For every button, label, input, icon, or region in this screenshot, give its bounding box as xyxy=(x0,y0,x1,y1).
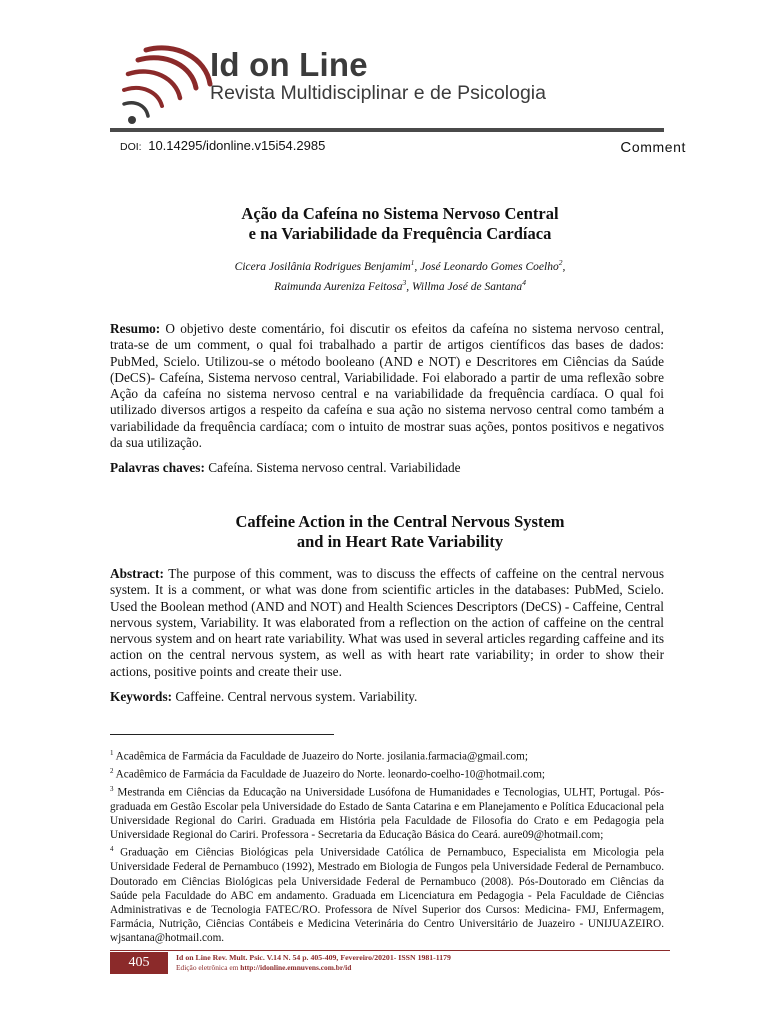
author-2-affiliation: 2 xyxy=(558,258,563,267)
footnote-2-text: Acadêmico de Farmácia da Faculdade de Juazeiro do Norte. leonardo-coelho-10@hotmail.com; xyxy=(113,768,546,781)
footnote-3-number: 3 xyxy=(110,784,114,793)
footnote-3-text: Mestranda em Ciências da Educação na Universidade Lusófona de Humanidades e Tecnologias, ULHT, Portugal. Pós-graduada em Gestão Escolar pela Universidade do Estado de Santa Catarina e em Planejamento e Política Educacional pela Universidade Regional do Cariri. Graduada em História pela Faculdade de Filosofia do Crato e em Pedagogia pela Universidade Regional do Cariri. Professora - Secretaria da Educação Básica do Ceará. aure09@hotmail.com; xyxy=(110,786,664,842)
footnote-3 xyxy=(110,782,664,843)
footnote-2 xyxy=(110,764,664,782)
footer-citation: Id on Line Rev. Mult. Psic. V.14 N. 54 p. 405-409, Fevereiro/20201- ISSN 1981-1179 xyxy=(176,953,451,962)
title-en-line2: and in Heart Rate Variability xyxy=(296,532,504,551)
header-rule xyxy=(110,128,664,132)
abstract-pt-label: Resumo: xyxy=(110,321,161,336)
title-pt xyxy=(110,204,690,244)
abstract-pt-text: O objetivo deste comentário, foi discutir os efeitos da cafeína no sistema nervoso central, trata-se de um comment, o qual foi trabalhado a partir de artigos científicos das bases de dados: PubMed, Scielo. Utilizou-se o método booleano (AND e NOT) e Descritores em Ciências da Saúde (DeCS)- Cafeína, Sistema nervoso central, Variabilidade. Foi elaborado a partir de uma reflexão sobre Ação da cafeína no sistema nervoso central e na variabilidade da frequência cardíaca. O qual foi utilizado diversos artigos a respeito da cafeína e sua ação no sistema nervoso central como também a variabilidade da frequência cardíaca; com o intuito de mostrar suas ações, pontos positivos e negativos da sua utilização. xyxy=(110,321,664,451)
footnote-2-number: 2 xyxy=(110,766,114,775)
author-1: Cicera Josilânia Rodrigues Benjamim xyxy=(234,260,411,273)
author-3: Raimunda Aureniza Feitosa xyxy=(274,280,403,293)
footnote-1-text: Acadêmica de Farmácia da Faculdade de Juazeiro do Norte. josilania.farmacia@gmail.com; xyxy=(113,750,528,763)
title-pt-line2: e na Variabilidade da Frequência Cardíaca xyxy=(248,224,552,243)
author-2: José Leonardo Gomes Coelho xyxy=(420,260,559,273)
abstract-en xyxy=(110,566,664,680)
footer-rule xyxy=(110,950,670,951)
keywords-en xyxy=(110,689,664,705)
footnote-rule xyxy=(110,734,334,735)
footnote-1-number: 1 xyxy=(110,749,114,757)
section-type-initial: C xyxy=(620,139,632,156)
keywords-en-label: Keywords: xyxy=(110,689,173,704)
footer-edition-link[interactable]: http://idonline.emnuvens.com.br/id xyxy=(240,963,352,972)
footer-edition xyxy=(176,963,351,972)
journal-subtitle: Revista Multidisciplinar e de Psicologia xyxy=(210,82,546,104)
keywords-pt-text: Cafeína. Sistema nervoso central. Variabilidade xyxy=(204,460,461,475)
author-1-affiliation: 1 xyxy=(410,258,415,267)
journal-name: Id on Line xyxy=(210,46,368,83)
authors xyxy=(110,255,690,295)
footer-edition-prefix: Edição eletrônica em xyxy=(176,963,241,972)
keywords-pt-label: Palavras chaves: xyxy=(110,460,205,475)
section-type-rest: omment xyxy=(631,139,686,155)
footnote-4 xyxy=(110,842,664,945)
journal-logo-icon xyxy=(118,44,214,130)
doi-link[interactable]: 10.14295/idonline.v15i54.2985 xyxy=(148,138,326,153)
author-4-affiliation: 4 xyxy=(522,277,526,287)
title-en-line1: Caffeine Action in the Central Nervous System xyxy=(235,512,565,531)
author-3-affiliation: 3 xyxy=(402,277,407,287)
abstract-pt xyxy=(110,321,664,451)
footnote-1 xyxy=(110,746,664,764)
abstract-en-label: Abstract: xyxy=(110,566,164,581)
title-pt-line1: Ação da Cafeína no Sistema Nervoso Central xyxy=(241,204,559,223)
keywords-en-text: Caffeine. Central nervous system. Variability. xyxy=(172,689,418,704)
page-number: 405 xyxy=(110,952,168,974)
footnote-4-number: 4 xyxy=(110,845,114,854)
author-sep: , xyxy=(406,280,412,293)
author-sep: , xyxy=(414,260,421,273)
footnotes xyxy=(110,746,664,946)
footnote-4-text: Graduação em Ciências Biológicas pela Universidade Católica de Pernambuco, Especialista em Micologia pela Universidade Federal de Pernambuco (1992), Mestrado em Biologia de Fungos pela Universidade Federal de Pernambuco. Doutorado em Ciências Biológicas pela Universidade Federal de Pernambuco (2008). Pós-Doutorado em Ciências da Saúde pela Faculdade do ABC em andamento. Graduada em Licenciatura em Pedagogia - Pela Faculdade de Ciências Administrativas e de Tecnologia FATEC/RO. Professora de Nível Superior dos Cursos: Medicina- FMJ, Enfermagem, Farmácia, Nutrição, Ciências Contábeis e Medicina Veterinária do Centro Universitário de Juazeiro - UNIJUAZEIRO. wjsantana@hotmail.com. xyxy=(110,847,664,945)
keywords-pt xyxy=(110,460,664,476)
author-sep: , xyxy=(562,260,566,273)
doi-line xyxy=(120,138,325,153)
abstract-en-text: The purpose of this comment, was to discuss the effects of caffeine on the central nervous system. It is a comment, or what was done from scientific articles in the databases: PubMed, Scielo. Used the Boolean method (AND and NOT) and Health Sciences Descriptors (DeCS) - Caffeine, Central nervous system, Variability. It was elaborated from a reflection on the action of caffeine on the central nervous system and on heart rate variability. What was used in several articles regarding caffeine and its action on the central nervous system, as well as with heart rate variability; in order to show their actions, positive points and create their use. xyxy=(110,566,665,679)
section-type xyxy=(620,139,686,156)
author-4: Willma José de Santana xyxy=(411,280,523,293)
title-en xyxy=(110,512,690,552)
doi-label: DOI: xyxy=(120,141,142,153)
